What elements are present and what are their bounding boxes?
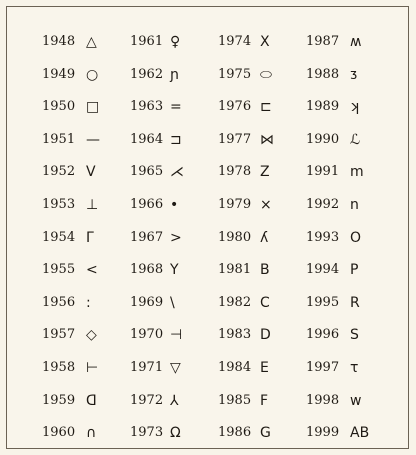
year-cell: 1963 — [130, 99, 164, 115]
symbol-cell: B — [260, 262, 270, 279]
year-cell: 1999 — [306, 425, 340, 441]
year-cell: 1951 — [42, 131, 76, 147]
year-cell: 1954 — [42, 229, 76, 245]
year-cell: 1974 — [218, 34, 252, 49]
year-cell: 1986 — [218, 425, 252, 441]
year-cell: 1978 — [218, 164, 252, 180]
symbol-cell: ◇ — [86, 327, 97, 344]
symbol-cell: τ — [350, 359, 359, 376]
year-cell: 1980 — [218, 229, 252, 245]
symbol-cell: n — [350, 196, 359, 213]
symbol-cell: : — [86, 294, 91, 311]
symbol-cell: > — [170, 229, 182, 246]
year-cell: 1952 — [42, 164, 76, 180]
year-cell: 1958 — [42, 359, 76, 375]
year-cell: 1991 — [306, 164, 340, 180]
year-cell: 1993 — [306, 229, 340, 245]
year-cell: 1987 — [306, 34, 340, 49]
year-symbol-table — [30, 26, 382, 450]
symbol-cell: m — [350, 164, 364, 181]
symbol-cell: ᴣ — [350, 66, 358, 83]
symbol-cell: V — [86, 164, 96, 181]
symbol-cell: ∩ — [86, 425, 97, 442]
year-cell: 1979 — [218, 196, 252, 212]
year-cell: 1990 — [306, 131, 340, 147]
year-cell: 1969 — [130, 294, 164, 310]
symbol-cell: w — [350, 392, 362, 409]
year-cell: 1989 — [306, 99, 340, 115]
symbol-cell: ⋈ — [260, 131, 274, 148]
symbol-cell: ʎ — [260, 229, 269, 246]
symbol-cell: ♀ — [170, 34, 181, 50]
year-cell: 1970 — [130, 327, 164, 343]
symbol-cell: X — [260, 34, 270, 50]
symbol-cell: C — [260, 294, 270, 311]
symbol-cell: ⊏ — [260, 99, 272, 116]
symbol-cell: ⅄ — [170, 392, 179, 409]
year-cell: 1981 — [218, 262, 252, 278]
symbol-cell: ᗡ — [86, 392, 97, 409]
year-cell: 1982 — [218, 294, 252, 310]
symbol-cell: ℒ — [350, 131, 361, 148]
symbol-cell: □ — [86, 99, 100, 116]
year-cell: 1955 — [42, 262, 76, 278]
symbol-cell: ⊐ — [170, 131, 182, 148]
symbol-cell: P — [350, 262, 359, 279]
symbol-cell: = — [170, 99, 182, 116]
symbol-cell: ʍ — [350, 34, 362, 50]
year-cell: 1967 — [130, 229, 164, 245]
year-cell: 1973 — [130, 425, 164, 441]
year-cell: 1964 — [130, 131, 164, 147]
symbol-cell: Y — [170, 262, 179, 279]
year-cell: 1971 — [130, 359, 164, 375]
symbol-cell: ⋌ — [170, 164, 184, 181]
symbol-cell: O — [350, 229, 362, 246]
year-cell: 1956 — [42, 294, 76, 310]
year-cell: 1997 — [306, 359, 340, 375]
year-cell: 1996 — [306, 327, 340, 343]
symbol-cell: ʞ — [350, 99, 360, 116]
year-cell: 1957 — [42, 327, 76, 343]
year-cell: 1950 — [42, 99, 76, 115]
year-cell: 1959 — [42, 392, 76, 408]
symbol-cell: ⊣ — [170, 327, 183, 344]
symbol-cell: ▽ — [170, 359, 181, 376]
symbol-cell: < — [86, 262, 98, 279]
year-cell: 1984 — [218, 359, 252, 375]
symbol-cell: ⊥ — [86, 196, 99, 213]
year-cell: 1966 — [130, 196, 164, 212]
year-cell: 1995 — [306, 294, 340, 310]
symbol-cell: ⬭ — [260, 66, 272, 83]
year-cell: 1953 — [42, 196, 76, 212]
symbol-cell: × — [260, 196, 272, 213]
symbol-cell: D — [260, 327, 271, 344]
year-cell: 1949 — [42, 66, 76, 82]
symbol-cell: G — [260, 425, 271, 442]
year-cell: 1975 — [218, 66, 252, 82]
symbol-cell: — — [86, 131, 100, 148]
symbol-cell: ⊢ — [86, 359, 99, 376]
year-cell: 1998 — [306, 392, 340, 408]
symbol-cell: Γ — [86, 229, 94, 246]
year-cell: 1972 — [130, 392, 164, 408]
symbol-cell: AB — [350, 425, 370, 442]
symbol-cell: S — [350, 327, 359, 344]
year-cell: 1961 — [130, 34, 164, 49]
symbol-cell: F — [260, 392, 269, 409]
year-cell: 1948 — [42, 34, 76, 49]
year-cell: 1962 — [130, 66, 164, 82]
year-cell: 1988 — [306, 66, 340, 82]
year-cell: 1976 — [218, 99, 252, 115]
symbol-cell: Z — [260, 164, 270, 181]
year-cell: 1977 — [218, 131, 252, 147]
year-cell: 1965 — [130, 164, 164, 180]
year-cell: 1994 — [306, 262, 340, 278]
year-cell: 1985 — [218, 392, 252, 408]
symbol-cell: ○ — [86, 66, 99, 83]
year-cell: 1960 — [42, 425, 76, 441]
symbol-cell: △ — [86, 34, 97, 50]
symbol-cell: \ — [170, 294, 175, 311]
year-cell: 1968 — [130, 262, 164, 278]
symbol-cell: R — [350, 294, 360, 311]
symbol-cell: • — [170, 196, 179, 213]
symbol-cell: Ω — [170, 425, 181, 442]
year-cell: 1983 — [218, 327, 252, 343]
symbol-cell: ɲ — [170, 66, 180, 83]
symbol-cell: E — [260, 359, 269, 376]
year-cell: 1992 — [306, 196, 340, 212]
